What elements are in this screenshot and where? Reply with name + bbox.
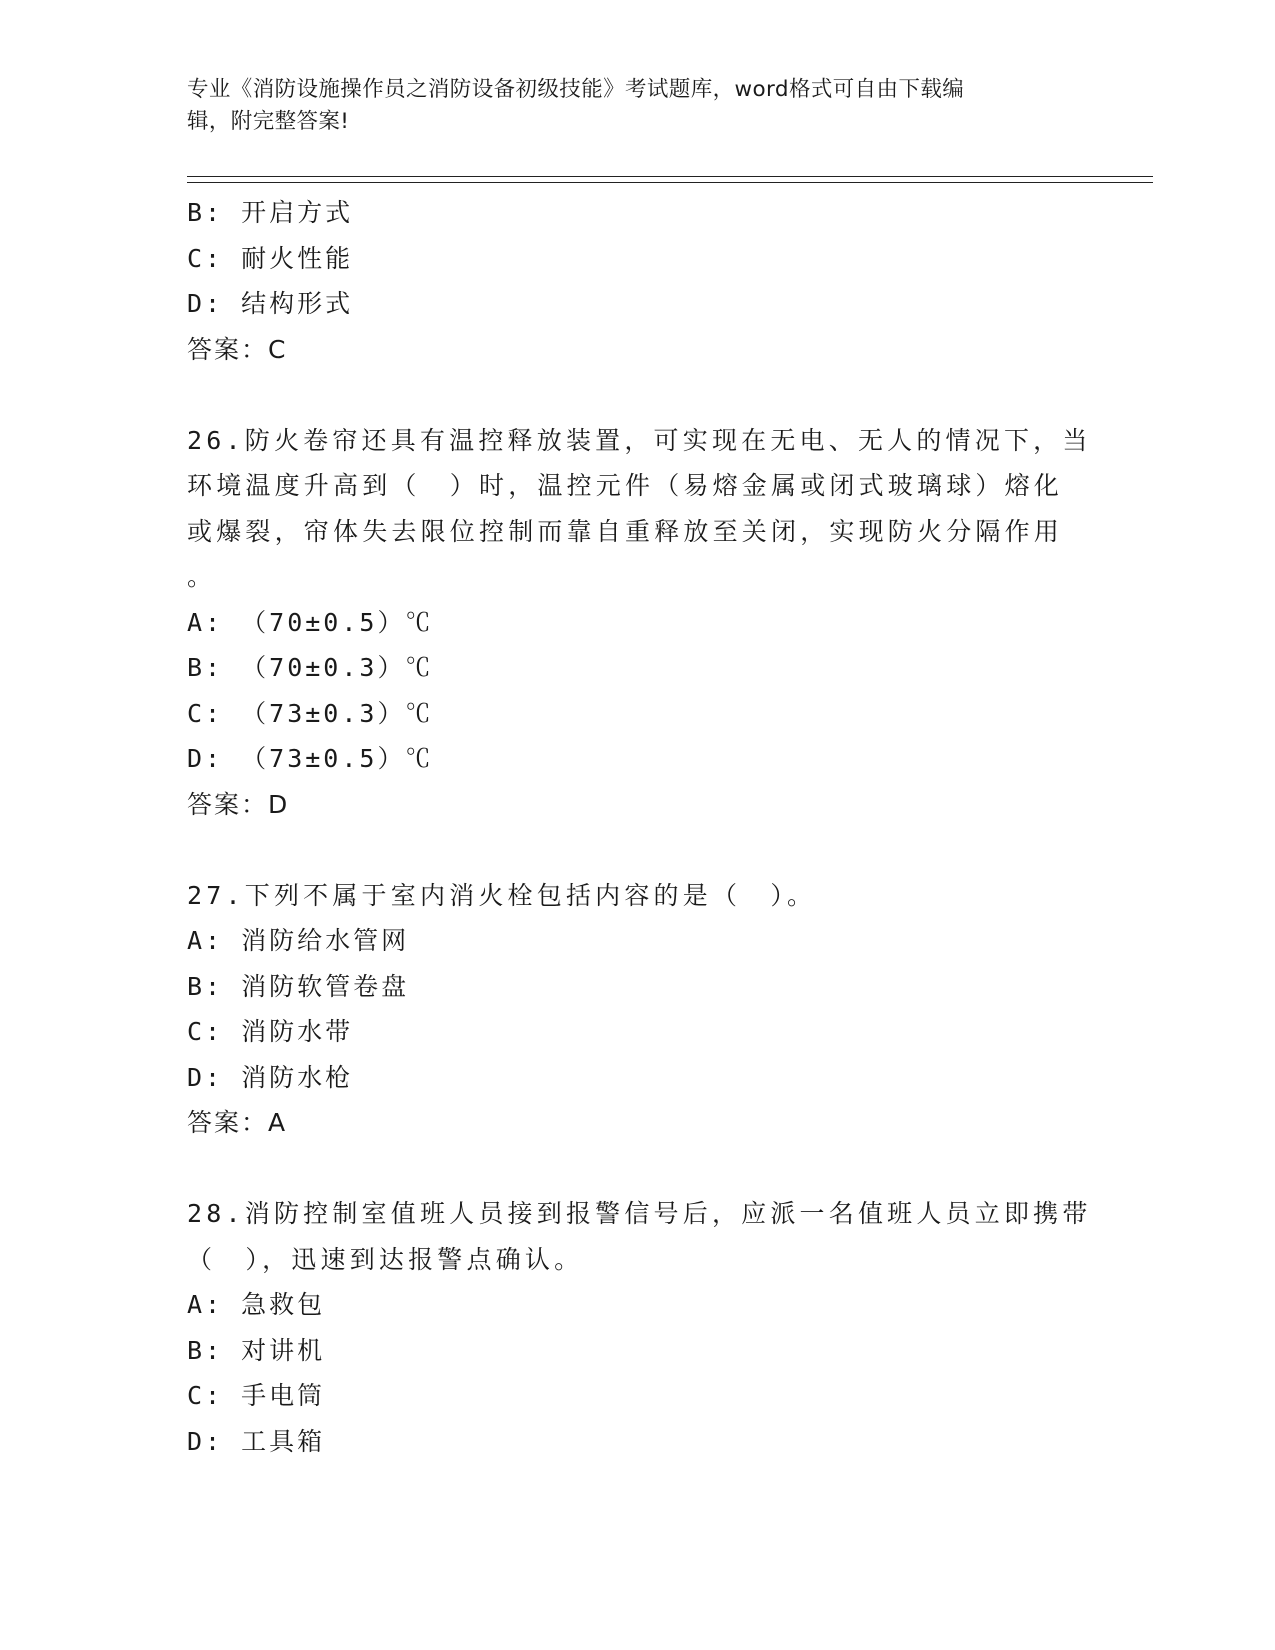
option-d: D: 消防水枪 [187,1062,354,1092]
document-header [187,74,1067,138]
option-b: B: （70±0.3）℃ [187,653,434,682]
question-text-line: 28.消防控制室值班人员接到报警信号后，应派一名值班人员立即携带 [187,1199,1092,1228]
answer-line: 答案：D [187,789,290,819]
option-a: A: 消防给水管网 [187,926,410,955]
spacer [187,372,1087,418]
question-text-line: 环境温度升高到（ ）时，温控元件（易熔金属或闭式玻璃球）熔化 [187,471,1064,500]
header-line-1: 专业《消防设施操作员之消防设备初级技能》考试题库，word格式可自由下载编 [187,77,965,102]
answer-line: 答案：C [187,334,288,364]
question-text-line: 。 [187,562,217,591]
option-b: B: 对讲机 [187,1335,326,1365]
option-c: C: 手电筒 [187,1381,326,1410]
header-line-2: 辑，附完整答案! [187,109,350,134]
option-d: D: （73±0.5）℃ [187,744,434,773]
option-a: A: 急救包 [187,1290,326,1319]
question-text-line: 27.下列不属于室内消火栓包括内容的是（ ）。 [187,880,817,910]
header-divider-top [187,176,1153,177]
option-c: C: 耐火性能 [187,243,354,273]
option-b: B: 开启方式 [187,198,354,227]
answer-line: 答案：A [187,1108,288,1137]
question-text-line: 26.防火卷帘还具有温控释放装置，可实现在无电、无人的情况下，当 [187,425,1092,455]
header-divider-bottom [187,182,1153,183]
option-d: D: 工具箱 [187,1426,326,1456]
question-content [187,190,1092,1464]
option-c: C: 消防水带 [187,1017,354,1046]
option-a: A: （70±0.5）℃ [187,607,434,637]
question-text-line: 或爆裂，帘体失去限位控制而靠自重释放至关闭，实现防火分隔作用 [187,516,1064,546]
spacer [187,1146,1087,1192]
option-d: D: 结构形式 [187,289,354,318]
option-b: B: 消防软管卷盘 [187,971,410,1001]
question-text-line: （ ），迅速到达报警点确认。 [187,1244,584,1274]
spacer [187,827,1087,873]
option-c: C: （73±0.3）℃ [187,698,434,728]
